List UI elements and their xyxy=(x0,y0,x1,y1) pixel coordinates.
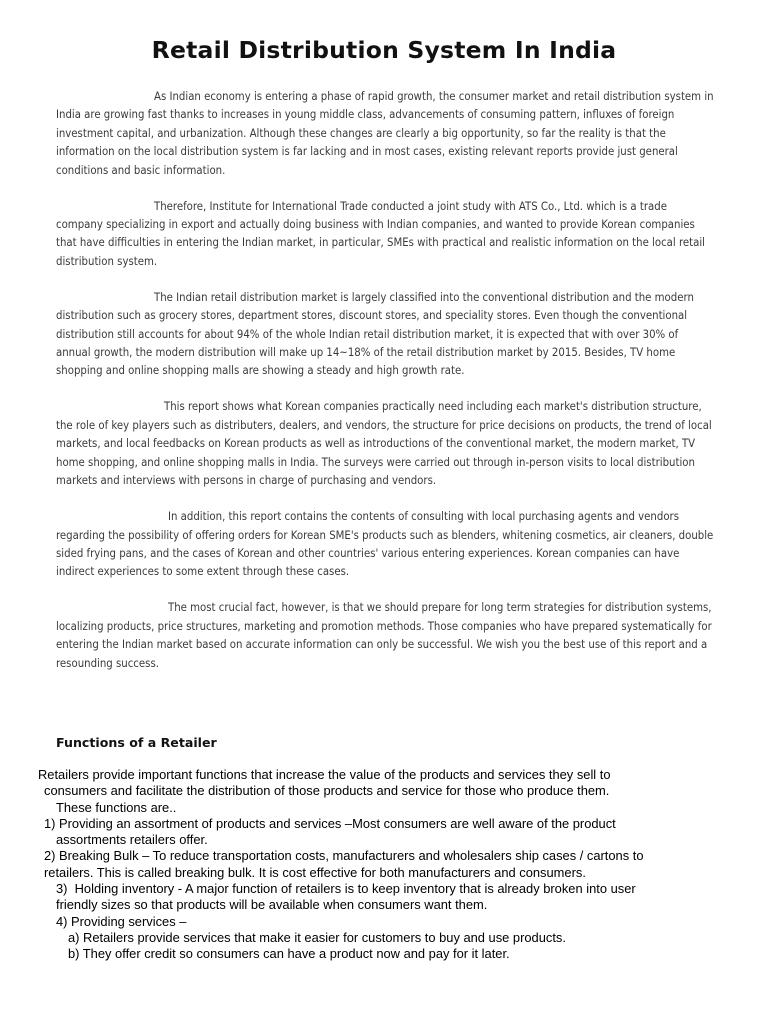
page-title: Retail Distribution System In India xyxy=(151,36,617,64)
functions-line: friendly sizes so that products will be available when consumers want them. xyxy=(56,897,488,913)
functions-line: b) They offer credit so consumers can have a product now and pay for it later. xyxy=(68,946,510,962)
functions-line: consumers and facilitate the distribution of those products and service for those who produce them. xyxy=(44,783,610,799)
functions-line: These functions are.. xyxy=(56,799,177,815)
paragraph: Therefore, Institute for International Trade conducted a joint study with ATS Co., Ltd. which is a trade company specializing in export and actually doing business with Indian companies, and wanted to provide Korean companies that have difficulties in entering the Indian market, in particular, SMEs with practical and realistic information on the local retail distribution system. xyxy=(56,199,705,268)
functions-line: a) Retailers provide services that make it easier for customers to buy and use products. xyxy=(68,929,566,945)
paragraph: In addition, this report contains the contents of consulting with local purchasing agents and vendors regarding the possibility of offering orders for Korean SME's products such as blenders, whitening cosmetics, air cleaners, double sided frying pans, and the cases of Korean and other countries' various entering experiences. Korean companies can have indirect experiences to some extent through these cases. xyxy=(56,510,714,579)
paragraph: This report shows what Korean companies practically need including each market's distribution structure, the role of key players such as distributers, dealers, and vendors, the structure for price decisions on products, the trend of local markets, and local feedbacks on Korean products as well as introductions of the conventional market, the modern market, TV home shopping, and online shopping malls in India. The surveys were carried out through in-person visits to local distribution markets and interviews with persons in charge of purchasing and vendors. xyxy=(56,400,712,488)
paragraph: The Indian retail distribution market is largely classified into the conventional distribution and the modern distribution such as grocery stores, department stores, discount stores, and speciality stores. Even though the conventional distribution still accounts for about 94% of the whole Indian retail distribution market, it is expected that with over 30% of annual growth, the modern distribution will make up 14~18% of the retail distribution market by 2015. Besides, TV home shopping and online shopping malls are showing a steady and high growth rate. xyxy=(56,290,694,378)
intro-body xyxy=(56,88,716,691)
functions-line: 1) Providing an assortment of products and services –Most consumers are well aware of the product xyxy=(44,815,616,831)
functions-line: 4) Providing services – xyxy=(56,913,187,929)
functions-line: retailers. This is called breaking bulk. It is cost effective for both manufacturers and consumers. xyxy=(44,864,586,880)
functions-list xyxy=(38,767,738,963)
section-heading: Functions of a Retailer xyxy=(56,735,217,750)
functions-line: assortments retailers offer. xyxy=(56,832,208,848)
functions-line: 3) Holding inventory - A major function of retailers is to keep inventory that is already broken into user xyxy=(56,881,636,897)
paragraph: As Indian economy is entering a phase of rapid growth, the consumer market and retail distribution system in India are growing fast thanks to increases in young middle class, advancements of consuming pattern, influxes of foreign investment capital, and urbanization. Although these changes are clearly a big opportunity, so far the reality is that the information on the local distribution system is far lacking and in most cases, existing relevant reports provide just general conditions and basic information. xyxy=(56,90,714,177)
functions-line: 2) Breaking Bulk – To reduce transportation costs, manufacturers and wholesalers ship cases / cartons to xyxy=(44,848,644,864)
paragraph: The most crucial fact, however, is that we should prepare for long term strategies for distribution systems, localizing products, price structures, marketing and promotion methods. Those companies who have prepared systematically for entering the Indian market based on accurate information can only be successful. We wish you the best use of this report and a resounding success. xyxy=(56,601,712,670)
functions-line: Retailers provide important functions that increase the value of the products and services they sell to xyxy=(38,767,611,782)
